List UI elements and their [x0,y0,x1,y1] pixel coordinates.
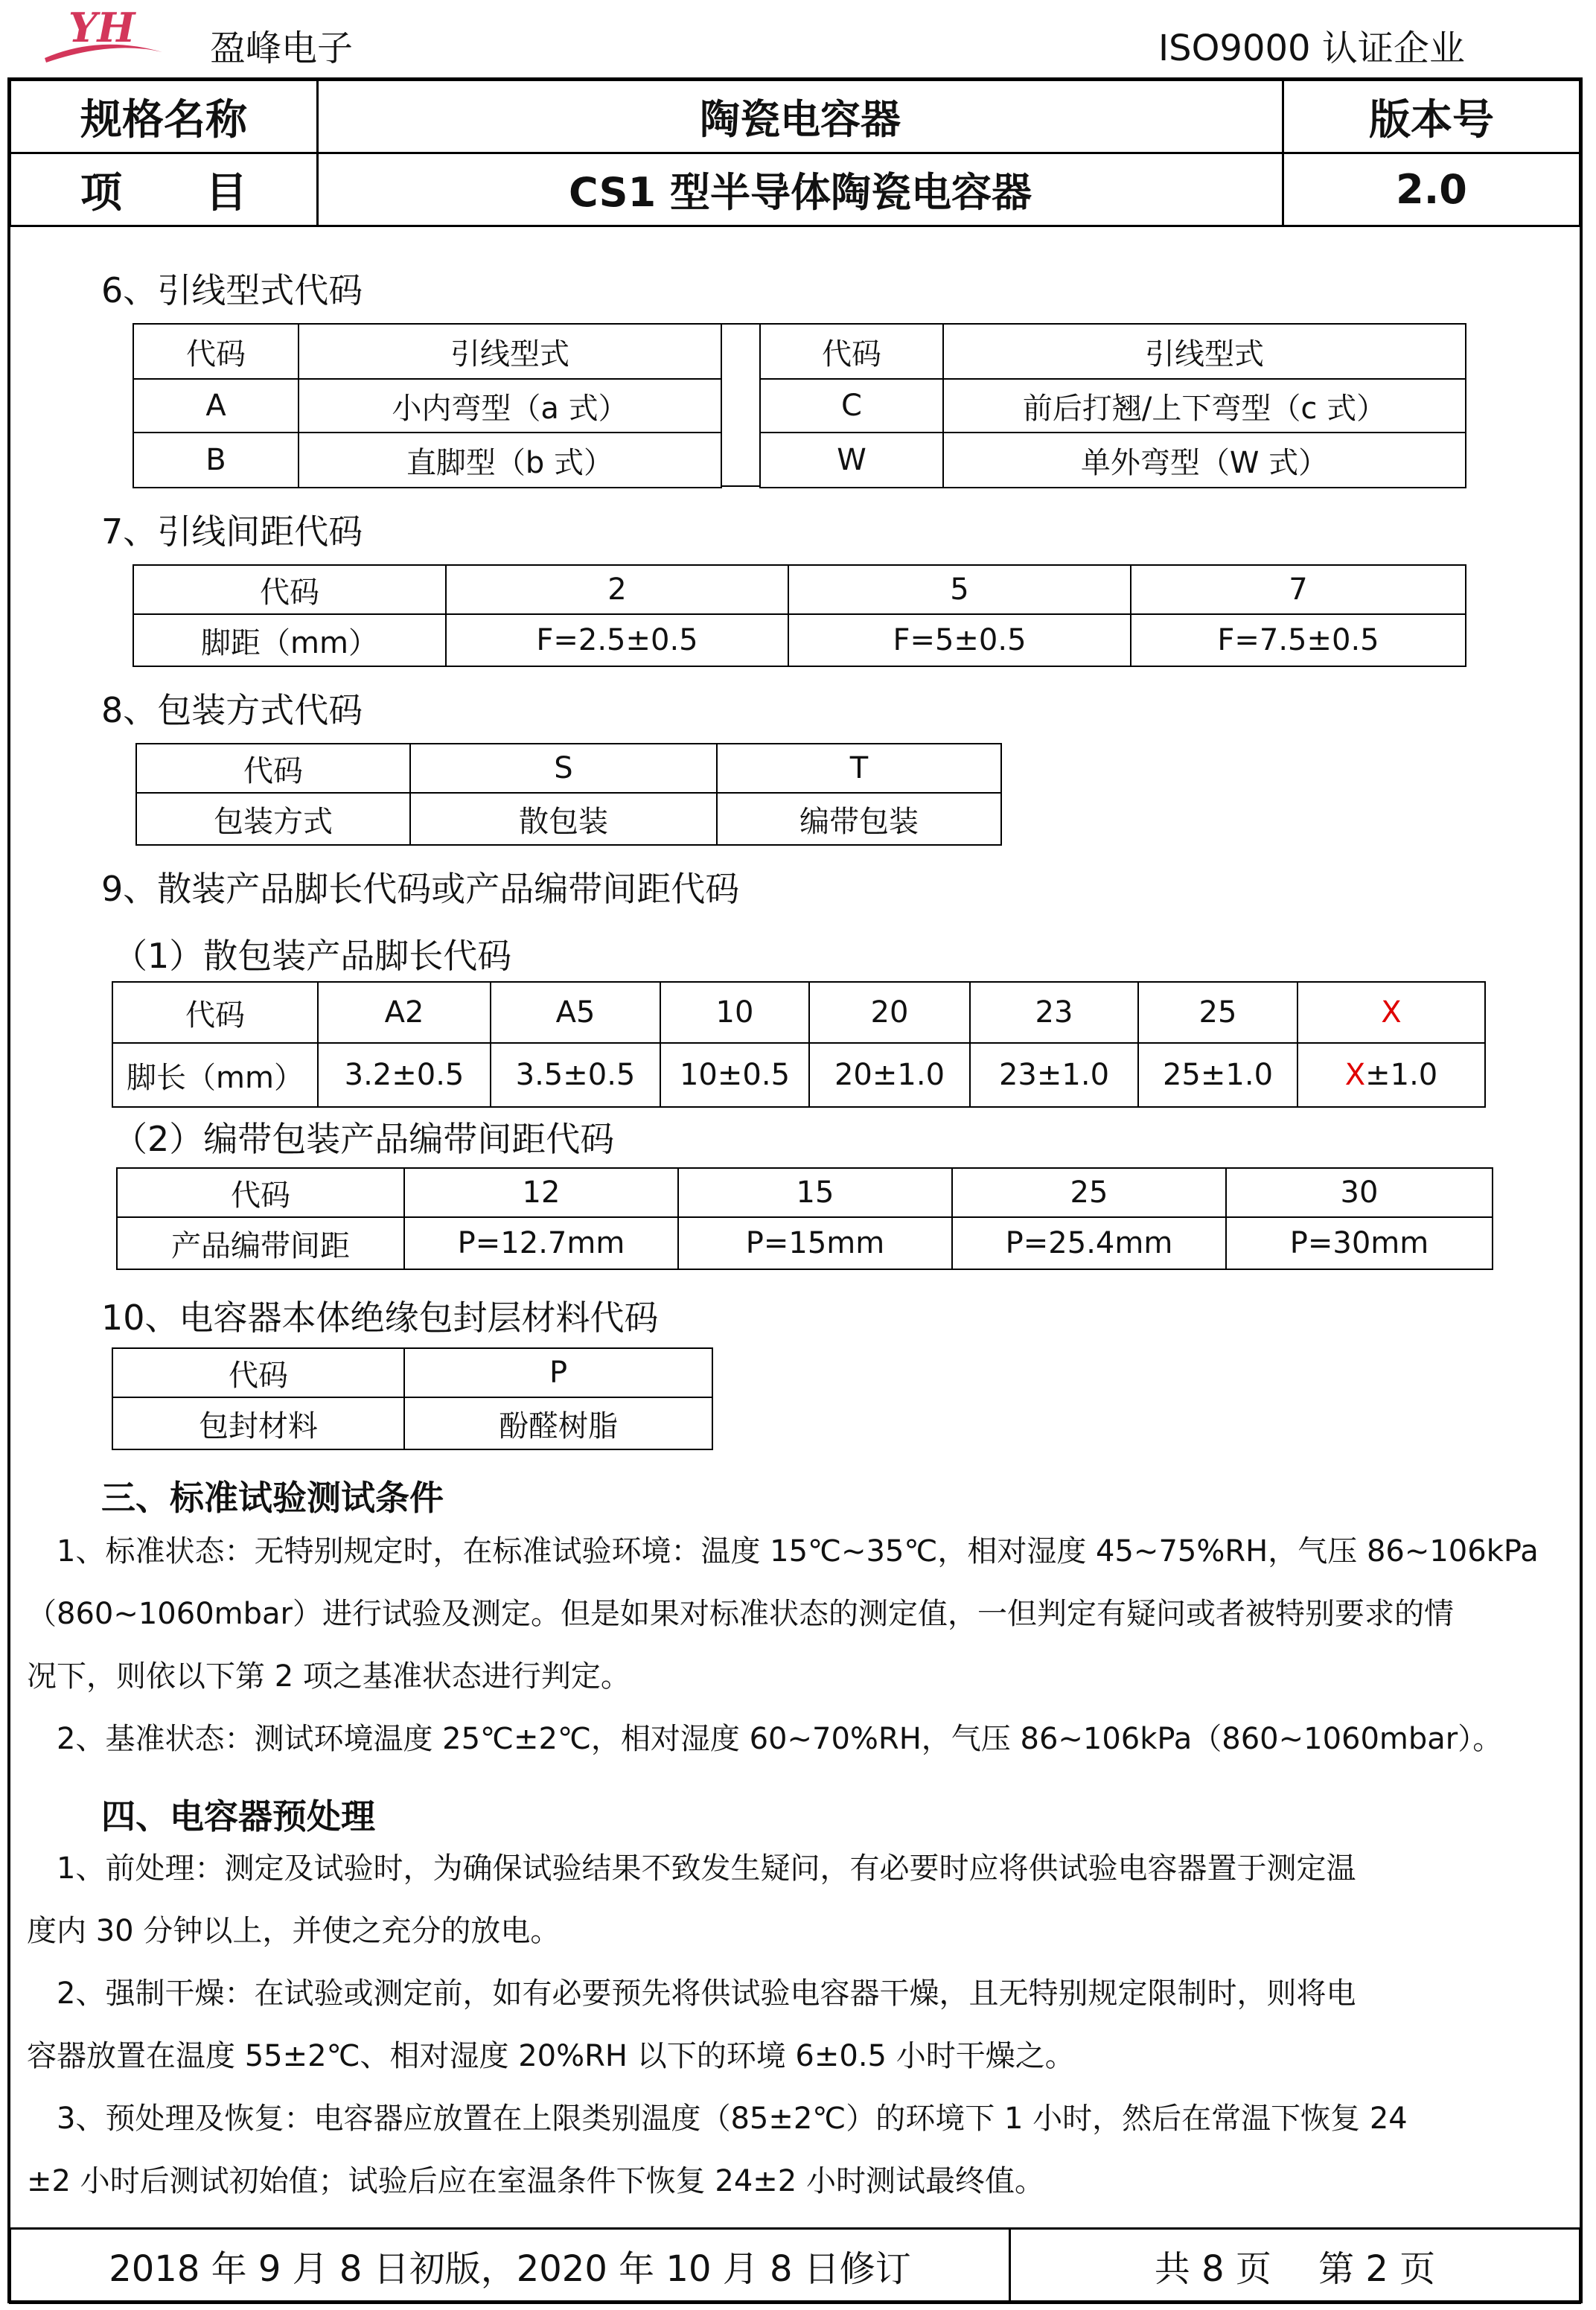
table-cell: 10 [660,982,809,1043]
lead-length-table [112,981,1486,1108]
table-cell: 代码 [760,324,943,379]
iso-certification: ISO9000 认证企业 [1158,28,1465,69]
table-cell: 产品编带间距 [117,1217,404,1269]
table-cell: 单外弯型（W 式） [943,433,1466,488]
table-cell: 3.2±0.5 [318,1043,491,1107]
table-cell: 直脚型（b 式） [299,433,721,488]
table-cell: A [133,379,299,433]
table-cell: 散包装 [410,793,717,845]
table-cell: 编带包装 [717,793,1001,845]
table-cell: A5 [491,982,660,1043]
table-cell: 12 [404,1168,678,1217]
paragraph-line: 况下，则依以下第 2 项之基准状态进行判定。 [27,1659,631,1694]
table-cell: 5 [788,565,1131,614]
svg-text:YH: YH [68,4,135,51]
lead-type-table-right [759,323,1466,488]
table-cell: 代码 [117,1168,404,1217]
table-cell: 25±1.0 [1138,1043,1297,1107]
section-9-sub1: （1）散包装产品脚长代码 [113,936,512,976]
paragraph-line: 3、预处理及恢复：电容器应放置在上限类别温度（85±2℃）的环境下 1 小时，然后在常温下恢复 24 [27,2102,1408,2136]
table-cell: 包装方式 [136,793,410,845]
table-cell: 前后打翘/上下弯型（c 式） [943,379,1466,433]
table-cell: 代码 [136,744,410,793]
table-cell: 引线型式 [299,324,721,379]
table-cell: F=7.5±0.5 [1131,614,1466,666]
highlight-x: X [1344,1058,1366,1092]
section-3-body [27,1520,1575,1770]
table-cell: 脚距（mm） [133,614,446,666]
header-table [9,79,1581,227]
spec-value: 陶瓷电容器 [318,80,1283,153]
table-cell: 10±0.5 [660,1043,809,1107]
section-10-title: 10、电容器本体绝缘包封层材料代码 [101,1298,659,1338]
spec-label: 规格名称 [10,80,318,153]
table-cell: C [760,379,943,433]
table-cell: B [133,433,299,488]
table-cell: 23±1.0 [970,1043,1138,1107]
table-cell: 酚醛树脂 [404,1397,712,1449]
tape-pitch-table [116,1167,1493,1270]
section-4-title: 四、电容器预处理 [101,1796,375,1837]
table-cell: 20±1.0 [809,1043,970,1107]
table-cell: 2 [446,565,788,614]
paragraph-line: 2、基准状态：测试环境温度 25℃±2℃，相对湿度 60~70%RH，气压 86~106kPa（860~1060mbar）。 [27,1722,1503,1756]
company-name: 盈峰电子 [210,28,354,69]
company-logo-icon [30,4,171,71]
table-cell: P=15mm [678,1217,952,1269]
paragraph-line: 1、标准状态：无特别规定时，在标准试验环境：温度 15℃~35℃，相对湿度 45~75%RH，气压 86~106kPa [27,1534,1539,1569]
revision-date: 2018 年 9 月 8 日初版，2020 年 10 月 8 日修订 [10,2229,1010,2303]
section-6-title: 6、引线型式代码 [101,270,363,310]
tolerance-text: ±1.0 [1365,1058,1438,1092]
table-cell: F=5±0.5 [788,614,1131,666]
table-cell: 3.5±0.5 [491,1043,660,1107]
table-cell: 25 [952,1168,1226,1217]
table-cell: 代码 [112,982,318,1043]
table-cell: 引线型式 [943,324,1466,379]
paragraph-line: 度内 30 分钟以上，并使之充分的放电。 [27,1914,561,1948]
table-cell: 20 [809,982,970,1043]
table-gap [721,323,761,487]
table-cell: X [1297,982,1485,1043]
table-cell: 15 [678,1168,952,1217]
packaging-table [135,743,1002,846]
table-cell: F=2.5±0.5 [446,614,788,666]
lead-spacing-table [133,564,1466,667]
table-cell: A2 [318,982,491,1043]
paragraph-line: 2、强制干燥：在试验或测定前，如有必要预先将供试验电容器干燥，且无特别规定限制时，则将电 [27,1976,1356,2011]
table-cell: T [717,744,1001,793]
item-value: CS1 型半导体陶瓷电容器 [318,153,1283,226]
paragraph-line: （860~1060mbar）进行试验及测定。但是如果对标准状态的测定值，一但判定有疑问或者被特别要求的情 [27,1597,1454,1631]
encapsulation-table [112,1347,713,1450]
table-cell: P=25.4mm [952,1217,1226,1269]
table-cell: 包封材料 [112,1397,404,1449]
table-cell: 23 [970,982,1138,1043]
table-cell: 脚长（mm） [112,1043,318,1107]
table-cell: 代码 [133,565,446,614]
table-cell: 小内弯型（a 式） [299,379,721,433]
table-cell: 7 [1131,565,1466,614]
section-9-title: 9、散装产品脚长代码或产品编带间距代码 [101,869,740,909]
lead-type-table-left [133,323,722,488]
table-cell: P=30mm [1226,1217,1493,1269]
table-cell: S [410,744,717,793]
section-4-body [27,1837,1575,2212]
page-number: 共 8 页 第 2 页 [1010,2229,1580,2303]
section-8-title: 8、包装方式代码 [101,690,363,730]
section-7-title: 7、引线间距代码 [101,511,363,552]
table-cell: 代码 [133,324,299,379]
paragraph-line: 1、前处理：测定及试验时，为确保试验结果不致发生疑问，有必要时应将供试验电容器置于测定温 [27,1851,1356,1886]
section-3-title: 三、标准试验测试条件 [101,1478,444,1518]
table-cell: P [404,1348,712,1397]
paragraph-line: 容器放置在温度 55±2℃、相对湿度 20%RH 以下的环境 6±0.5 小时干燥之。 [27,2039,1075,2073]
table-cell [1297,1043,1485,1107]
item-label: 项 目 [10,153,318,226]
footer-table [9,2227,1581,2304]
paragraph-line: ±2 小时后测试初始值；试验后应在室温条件下恢复 24±2 小时测试最终值。 [27,2164,1044,2198]
table-cell: 25 [1138,982,1297,1043]
section-9-sub2: （2）编带包装产品编带间距代码 [113,1119,615,1159]
version-value: 2.0 [1283,153,1580,226]
version-label: 版本号 [1283,80,1580,153]
table-cell: 代码 [112,1348,404,1397]
table-cell: 30 [1226,1168,1493,1217]
table-cell: P=12.7mm [404,1217,678,1269]
table-cell: W [760,433,943,488]
